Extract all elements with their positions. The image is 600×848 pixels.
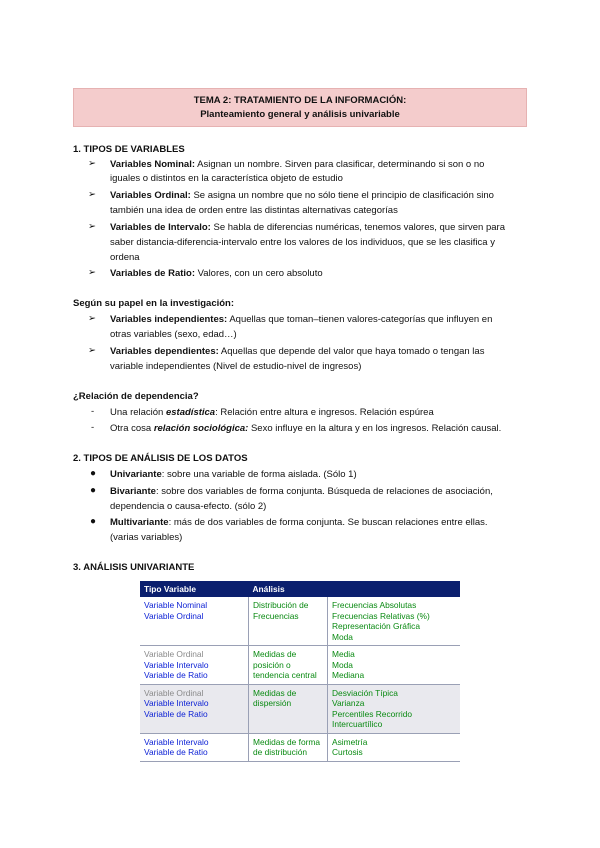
list-item: Variables de Ratio: Valores, con un cero absoluto	[110, 268, 323, 279]
list-item: Variables Ordinal: Se asigna un nombre que no sólo tiene el principio de clasificación sino	[110, 190, 494, 201]
dot-bullet-icon: ●	[90, 468, 97, 479]
variable-type: Variable Ordinal	[144, 649, 204, 659]
list-item: Una relación estadística: Relación entre altura e ingresos. Relación espúrea	[110, 407, 434, 418]
list-item-cont: saber distancia-diferencia-intervalo entre los valores de los individuos, que se les clasifica y	[110, 237, 495, 248]
table-cell-analysis: Medidas de posición o tendencia central	[249, 646, 328, 685]
list-item-cont: ordena	[110, 252, 140, 263]
table-header-cell: Análisis	[249, 581, 328, 597]
section2-heading: 2. TIPOS DE ANÁLISIS DE LOS DATOS	[73, 453, 248, 464]
dependence-heading: ¿Relación de dependencia?	[73, 391, 199, 402]
arrow-bullet-icon: ➢	[88, 345, 96, 356]
measure: Frecuencias Relativas (%)	[332, 610, 430, 621]
dash-bullet-icon: -	[91, 406, 95, 417]
measure: Varianza	[332, 698, 365, 708]
table-cell-types	[140, 597, 249, 646]
measure: Curtosis	[332, 747, 363, 757]
measure: Media	[332, 649, 355, 659]
dash-bullet-icon: -	[91, 422, 95, 433]
list-item: Variables Nominal: Asignan un nombre. Sirven para clasificar, determinando si son o no	[110, 159, 485, 170]
variable-type: Variable de Ratio	[144, 747, 208, 757]
table-row	[140, 597, 460, 646]
variable-type: Variable de Ratio	[144, 670, 208, 680]
measure: Frecuencias Absolutas	[332, 600, 417, 610]
table-header-row	[140, 581, 460, 597]
title-box	[73, 88, 527, 127]
measure: Percentiles Recorrido Intercuartílico	[332, 708, 413, 729]
list-item: Multivariante: más de dos variables de forma conjunta. Se buscan relaciones entre ellas.	[110, 517, 488, 528]
table-cell-analysis: Distribución de Frecuencias	[249, 597, 328, 646]
table-cell-measures	[328, 597, 461, 646]
table-cell-types	[140, 646, 249, 685]
arrow-bullet-icon: ➢	[88, 158, 96, 169]
title-line-1: TEMA 2: TRATAMIENTO DE LA INFORMACIÓN:	[193, 95, 407, 106]
variable-type: Variable Intervalo	[144, 736, 209, 747]
list-item: Bivariante: sobre dos variables de forma conjunta. Búsqueda de relaciones de asociación,	[110, 486, 493, 497]
title-line-2: Planteamiento general y análisis univariable	[200, 109, 400, 120]
list-item-cont: también una idea de orden entre las distintas alternativas categorías	[110, 205, 398, 216]
section3-heading: 3. ANÁLISIS UNIVARIANTE	[73, 562, 195, 573]
list-item-cont: otras variables (sexo, edad…)	[110, 329, 237, 340]
table-cell-types	[140, 684, 249, 733]
variable-type: Variable Ordinal	[144, 687, 204, 698]
table-row	[140, 684, 460, 733]
list-item-cont: iguales o distintos en la característica objeto de estudio	[110, 173, 343, 184]
dot-bullet-icon: ●	[90, 516, 97, 527]
dot-bullet-icon: ●	[90, 485, 97, 496]
variable-type: Variable Ordinal	[144, 610, 204, 621]
table-cell-measures	[328, 684, 461, 733]
table-cell-analysis: Medidas de forma de distribución	[249, 733, 328, 761]
variable-type: Variable Intervalo	[144, 659, 209, 670]
table-row	[140, 646, 460, 685]
measure: Desviación Típica	[332, 687, 398, 698]
variable-type: Variable Nominal	[144, 600, 208, 610]
role-heading: Según su papel en la investigación:	[73, 298, 235, 309]
table-row	[140, 733, 460, 761]
variable-type: Variable de Ratio	[144, 708, 208, 719]
list-item: Univariante: sobre una variable de forma aislada. (Sólo 1)	[110, 469, 357, 480]
table-header-cell	[328, 581, 461, 597]
measure: Asimetría	[332, 736, 368, 747]
section1-heading: 1. TIPOS DE VARIABLES	[73, 144, 185, 155]
measure: Mediana	[332, 670, 365, 680]
arrow-bullet-icon: ➢	[88, 221, 96, 232]
list-item-cont: dependencia o causa-efecto. (sólo 2)	[110, 501, 267, 512]
measure: Moda	[332, 631, 353, 642]
measure: Representación Gráfica	[332, 621, 420, 631]
list-item: Variables dependientes: Aquellas que depende del valor que haya tomado o tengan las	[110, 346, 485, 357]
table-cell-types	[140, 733, 249, 761]
arrow-bullet-icon: ➢	[88, 313, 96, 324]
list-item: Variables de Intervalo: Se habla de diferencias numéricas, tenemos valores, que sirven para	[110, 222, 505, 233]
table-header-cell: Tipo Variable	[140, 581, 249, 597]
arrow-bullet-icon: ➢	[88, 267, 96, 278]
table-cell-analysis: Medidas de dispersión	[249, 684, 328, 733]
table-cell-measures	[328, 646, 461, 685]
measure: Moda	[332, 659, 353, 670]
list-item: Variables independientes: Aquellas que toman–tienen valores-categorías que influyen en	[110, 314, 493, 325]
arrow-bullet-icon: ➢	[88, 189, 96, 200]
list-item-cont: (varias variables)	[110, 532, 183, 543]
list-item-cont: variable independientes (Nivel de estudio-nivel de ingresos)	[110, 361, 362, 372]
variable-type: Variable Intervalo	[144, 698, 209, 708]
univariate-table	[140, 581, 460, 762]
table-cell-measures	[328, 733, 461, 761]
list-item: Otra cosa relación sociológica: Sexo influye en la altura y en los ingresos. Relación causal.	[110, 423, 502, 434]
